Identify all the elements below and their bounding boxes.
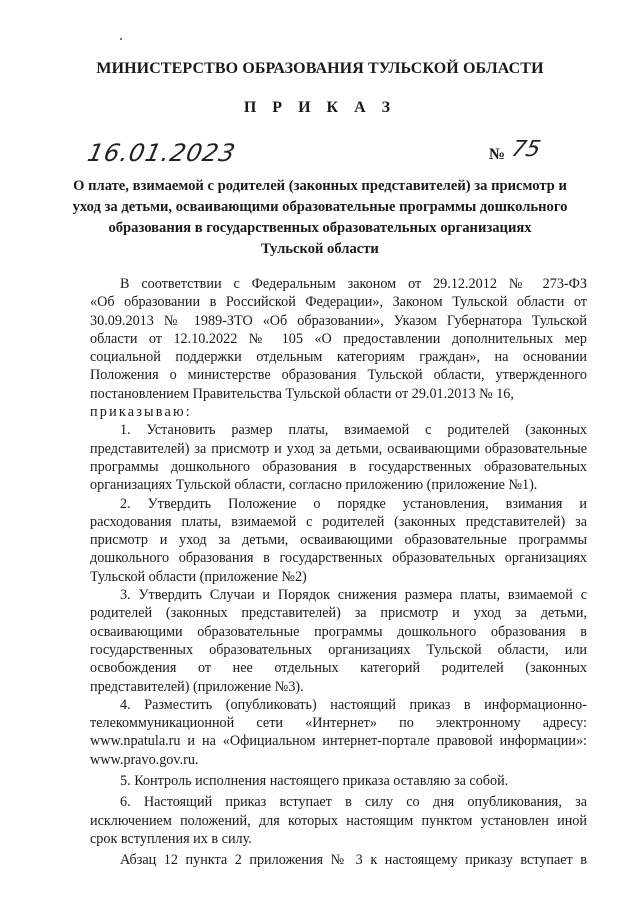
item-3-line: родителей (законных представителей) за присмотр и уход за детьми, xyxy=(90,605,587,622)
item-1-line: представителей) за присмотр и уход за детьми, осваивающими образовательные xyxy=(90,440,587,457)
item-2-line: расходования платы, взимаемой с родителей (законных представителей) за xyxy=(90,513,587,530)
order-title xyxy=(40,176,600,260)
title-line: Тульской области xyxy=(261,241,379,257)
title-line: уход за детьми, осваивающими образовательные программы дошкольного xyxy=(72,199,568,215)
item-5-line: 5. Контроль исполнения настоящего приказа оставляю за собой. xyxy=(120,773,509,790)
item-3-line: государственных образовательных организациях Тульской области, или xyxy=(90,641,587,658)
item-3-line: 3. Утвердить Случаи и Порядок снижения размера платы, взимаемой с xyxy=(120,587,587,604)
preamble-line: области от 12.10.2022 № 105 «О предоставлении дополнительных мер xyxy=(90,330,587,347)
item-4-line: телекоммуникационной сети «Интернет» по электронному адресу: xyxy=(90,715,587,732)
preamble-line: постановлением Правительства Тульской области от 29.01.2013 № 16, xyxy=(90,385,514,402)
preamble-line: «Об образовании в Российской Федерации», Законом Тульской области от xyxy=(90,294,587,311)
item-4-line: 4. Разместить (опубликовать) настоящий приказ в информационно- xyxy=(120,696,587,713)
item-6-line: исключением положений, для которых настоящим пунктом установлен иной xyxy=(90,812,587,829)
ministry-heading: МИНИСТЕРСТВО ОБРАЗОВАНИЯ ТУЛЬСКОЙ ОБЛАСТИ xyxy=(96,60,544,77)
item-3-line: осваивающими образовательные программы дошкольного образования в xyxy=(90,623,587,640)
item-3-line: представителей) (приложение №3). xyxy=(90,678,304,695)
abzac-line: Абзац 12 пункта 2 приложения № 3 к настоящему приказу вступает в xyxy=(120,852,587,869)
item-1-line: организациях Тульской области, согласно приложению (приложение №1). xyxy=(90,477,538,494)
preamble-line: 30.09.2013 № 1989-ЗТО «Об образовании», Указом Губернатора Тульской xyxy=(90,312,587,329)
handwritten-date: 16.01.2023 xyxy=(85,139,239,167)
item-4-line: www.pravo.gov.ru. xyxy=(90,751,199,768)
preamble-line: В соответствии с Федеральным законом от 29.12.2012 № 273-ФЗ xyxy=(120,276,587,292)
item-2-line: Тульской области (приложение №2) xyxy=(90,568,307,585)
item-2-line: дошкольного образования в государственных образовательных организациях xyxy=(90,550,587,567)
handwritten-number: 75 xyxy=(509,137,543,162)
item-1-line: программы дошкольного образования в государственных образовательных xyxy=(90,458,587,475)
title-line: образования в государственных образовательных организациях xyxy=(108,220,532,236)
scan-speck xyxy=(120,38,122,40)
preamble-line: социальной поддержки отдельным категориям граждан», на основании xyxy=(90,349,587,366)
preamble-line: Положения о министерстве образования Тульской области, утвержденного xyxy=(90,367,587,384)
item-2-line: 2. Утвердить Положение о порядке установления, взимания и xyxy=(120,495,587,512)
item-2-line: присмотр и уход за детьми, осваивающими образовательные программы xyxy=(90,532,587,549)
item-6-line: 6. Настоящий приказ вступает в силу со дня опубликования, за xyxy=(120,794,587,811)
item-1-line: 1. Установить размер платы, взимаемой с родителей (законных xyxy=(120,422,587,439)
item-6-line: срок вступления их в силу. xyxy=(90,830,252,847)
title-line: О плате, взимаемой с родителей (законных представителей) за присмотр и xyxy=(73,178,567,194)
number-label: № xyxy=(489,146,506,163)
order-body xyxy=(90,275,587,870)
item-4-line: www.npatula.ru и на «Официальном интернет-портале правовой информации»: xyxy=(90,733,587,750)
item-3-line: освобождения от нее отдельных категорий родителей (законных xyxy=(90,660,587,677)
prikazyvayu-word: приказываю: xyxy=(90,404,192,421)
document-type-heading: П Р И К А З xyxy=(243,99,397,116)
